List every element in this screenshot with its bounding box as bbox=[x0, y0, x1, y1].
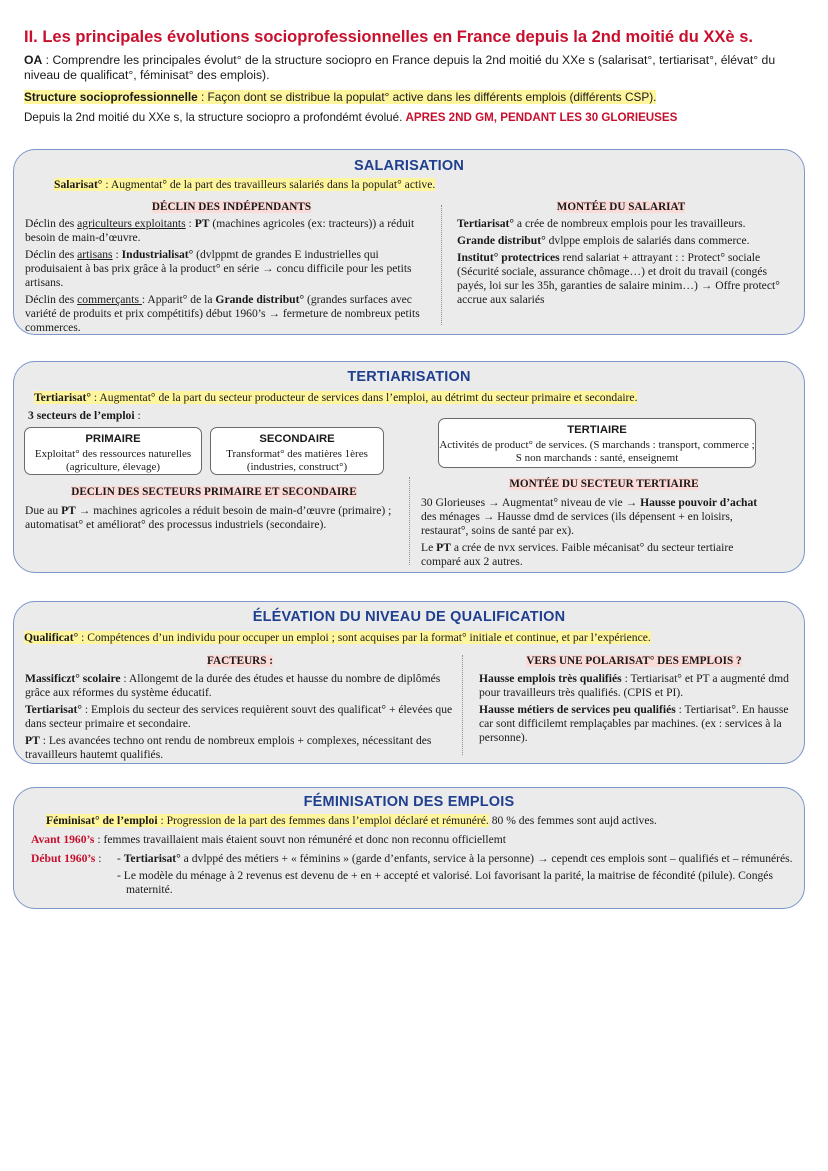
qualification-divider bbox=[462, 655, 463, 755]
tertiarisation-right-col bbox=[421, 496, 766, 569]
facteur-tertiarisat: Tertiarisat° : Emplois du secteur des services requièrent souvt des qualificat° + élevées que dans secteur primaire et secondaire. bbox=[25, 703, 453, 730]
definition-term: Structure socioprofessionnelle bbox=[24, 90, 198, 104]
qualification-right-col bbox=[479, 672, 799, 745]
definition-highlight bbox=[24, 90, 656, 104]
salarisation-def-text: : Augmentat° de la part des travailleurs salariés dans la populat° active. bbox=[102, 178, 436, 191]
salarisation-definition-highlight bbox=[54, 178, 435, 191]
qualification-title: ÉLÉVATION DU NIVEAU DE QUALIFICATION bbox=[252, 609, 566, 625]
qualification-card bbox=[13, 601, 805, 764]
tertiarisation-divider bbox=[409, 477, 410, 565]
tertiaire-text: Activités de product° de services. (S marchands : transport, commerce ; S non marchands : santé, enseignemt bbox=[439, 439, 755, 464]
feminisation-definition: Féminisat° de l’emploi : Progression de la part des femmes dans l’emploi déclaré et rémunéré. 80 % des femmes sont aujd actives. bbox=[46, 814, 657, 827]
tertiaire-title: TERTIAIRE bbox=[567, 424, 627, 436]
declin-agriculteurs: Déclin des agriculteurs exploitants : PT (machines agricoles (ex: tracteurs)) a réduit besoin de main-d’œuvre. bbox=[25, 217, 415, 244]
qualification-definition-highlight: Qualificat° : Compétences d’un individu pour occuper un emploi ; sont acquises par la format° initiale et continue, et par l’expérience. bbox=[24, 631, 651, 644]
secondaire-title: SECONDAIRE bbox=[259, 433, 335, 445]
tertiarisation-card bbox=[13, 361, 805, 573]
qualification-left-col bbox=[25, 672, 455, 762]
montee-protectrices: Institut° protectrices rend salariat + attrayant : : Protect° sociale (Sécurité sociale, assurance chômage…) et droit du travail (congés payés, loi sur les 35h, garanties de salaire minim…) → Offre protect° accrue aux salariés bbox=[457, 251, 780, 306]
polarisation-qualifies: Hausse emplois très qualifiés : Tertiarisat° et PT a augmenté dmd pour travailleurs très qualifiés. (CPIS et PI). bbox=[479, 672, 789, 699]
facteur-massification: Massificzt° scolaire : Allongemt de la durée des études et hausse du nombre de diplômés grâce aux réformes du système éducatif. bbox=[25, 672, 441, 699]
context-line bbox=[24, 110, 804, 125]
secondaire-box bbox=[210, 427, 384, 475]
tertiarisation-definition-highlight: Tertiarisat° : Augmentat° de la part du secteur producteur de services dans l’emploi, au détrimt du secteur primaire et secondaire. bbox=[34, 391, 638, 404]
objective-paragraph bbox=[24, 53, 804, 83]
montee-tertiaire-2: Le PT a crée de nvx services. Faible mécanisat° du secteur tertiaire comparé aux 2 autres. bbox=[421, 541, 734, 568]
primaire-title: PRIMAIRE bbox=[85, 433, 141, 445]
salarisation-def-term: Salarisat° bbox=[54, 178, 103, 191]
tertiarisation-definition bbox=[34, 391, 794, 405]
sectors-label: 3 secteurs de l’emploi : bbox=[28, 409, 141, 422]
secondaire-text: Transformat° des matières 1ères (industries, construct°) bbox=[226, 448, 368, 473]
feminisation-title: FÉMINISATION DES EMPLOIS bbox=[303, 794, 515, 810]
feminisation-debut-label: Début 1960’s : bbox=[31, 852, 102, 865]
primaire-text: Exploitat° des ressources naturelles (agriculture, élevage) bbox=[34, 448, 192, 473]
definition-text: : Façon dont se distribue la populat° active dans les différents emplois (différents CSP). bbox=[197, 90, 657, 104]
montee-tertiaire-1: 30 Glorieuses → Augmentat° niveau de vie → Hausse pouvoir d’achat des ménages → Hausse dmd de services (ils dépensent + en loisirs, restaurat°, soins de santé par ex). bbox=[421, 496, 758, 537]
montee-tertiarisat: Tertiarisat° a crée de nombreux emplois pour les travailleurs. bbox=[457, 217, 746, 230]
qualification-right-heading: VERS UNE POLARISAT° DES EMPLOIS ? bbox=[526, 655, 742, 667]
oa-text: : Comprendre les principales évolut° de la structure sociopro en France depuis la 2nd moitié du XXe s (salarisat°, tertiarisat°, élévat° du niveau de qualificat°, féminisat° des emplois). bbox=[24, 53, 776, 82]
salarisation-right-heading: MONTÉE DU SALARIAT bbox=[556, 201, 686, 213]
tertiaire-box bbox=[438, 418, 756, 468]
qualification-definition bbox=[24, 631, 799, 645]
declin-artisans: Déclin des artisans : Industrialisat° (dvlppmt de grandes E industrielles qui produisaient à bas prix grâce à la product° en série → concu difficile pour les petits artisans. bbox=[25, 248, 412, 289]
tertiarisation-title: TERTIARISATION bbox=[347, 369, 471, 385]
declin-commercants: Déclin des commerçants : Apparit° de la Grande distribut° (grandes surfaces avec variété de produits et prix compétitifs) début 1960’s → fermeture de nombreux petits commerces. bbox=[25, 293, 420, 334]
salarisation-left-heading: DÉCLIN DES INDÉPENDANTS bbox=[151, 201, 312, 213]
debut-item-2: - Le modèle du ménage à 2 revenus est devenu de + en + accepté et valorisé. Loi favorisant la parité, la maitrise de fécondité (pilule). Congés maternité. bbox=[117, 869, 773, 896]
facteur-pt: PT : Les avancées techno ont rendu de nombreux emplois + complexes, nécessitant des travailleurs hautemt qualifiés. bbox=[25, 734, 432, 761]
context-red-text: APRES 2ND GM, PENDANT LES 30 GLORIEUSES bbox=[405, 111, 678, 124]
feminisation-card bbox=[13, 787, 805, 909]
salarisation-title: SALARISATION bbox=[353, 158, 465, 174]
salarisation-divider bbox=[441, 205, 442, 325]
feminisation-definition-highlight: Féminisat° de l’emploi : Progression de la part des femmes dans l’emploi déclaré et rémunéré. bbox=[46, 814, 489, 827]
tertiarisation-left-col: Due au PT → machines agricoles a réduit besoin de main-d’œuvre (primaire) ; automatisat° et améliorat° des processus industriels (secondaire). bbox=[25, 504, 392, 531]
polarisation-peu-qualifies: Hausse métiers de services peu qualifiés : Tertiarisat°. En hausse car sont difficilemt remplaçables par machines. (ex : services à la personne). bbox=[479, 703, 789, 744]
context-text: Depuis la 2nd moitié du XXe s, la structure sociopro a profondémt évolué. bbox=[24, 111, 406, 124]
debut-item-1: - Tertiarisat° a dvlppé des métiers + « féminins » (garde d’enfants, service à la personne) → cependt ces emplois sont – qualifiés et – rémunérés. bbox=[117, 852, 793, 865]
feminisation-avant: Avant 1960’s : femmes travaillaient mais étaient souvt non rémunéré et donc non reconnu officiellemt bbox=[31, 833, 507, 846]
oa-label: OA bbox=[24, 53, 43, 67]
salarisation-card bbox=[13, 149, 805, 335]
definition-line bbox=[24, 90, 804, 105]
qualification-left-heading: FACTEURS : bbox=[207, 655, 273, 667]
tertiarisation-right-heading: MONTÉE DU SECTEUR TERTIAIRE bbox=[509, 478, 699, 490]
primaire-box bbox=[24, 427, 202, 475]
salarisation-definition bbox=[54, 178, 435, 192]
tertiarisation-left-heading: DECLIN DES SECTEURS PRIMAIRE ET SECONDAIRE bbox=[71, 486, 357, 498]
feminisation-debut-list bbox=[117, 852, 797, 897]
montee-distribut: Grande distribut° dvlppe emplois de salariés dans commerce. bbox=[457, 234, 750, 247]
salarisation-right-col bbox=[457, 217, 797, 307]
page-title: II. Les principales évolutions socioprofessionnelles en France depuis la 2nd moitié du XXè s. bbox=[24, 28, 753, 46]
salarisation-left-col bbox=[25, 217, 435, 335]
